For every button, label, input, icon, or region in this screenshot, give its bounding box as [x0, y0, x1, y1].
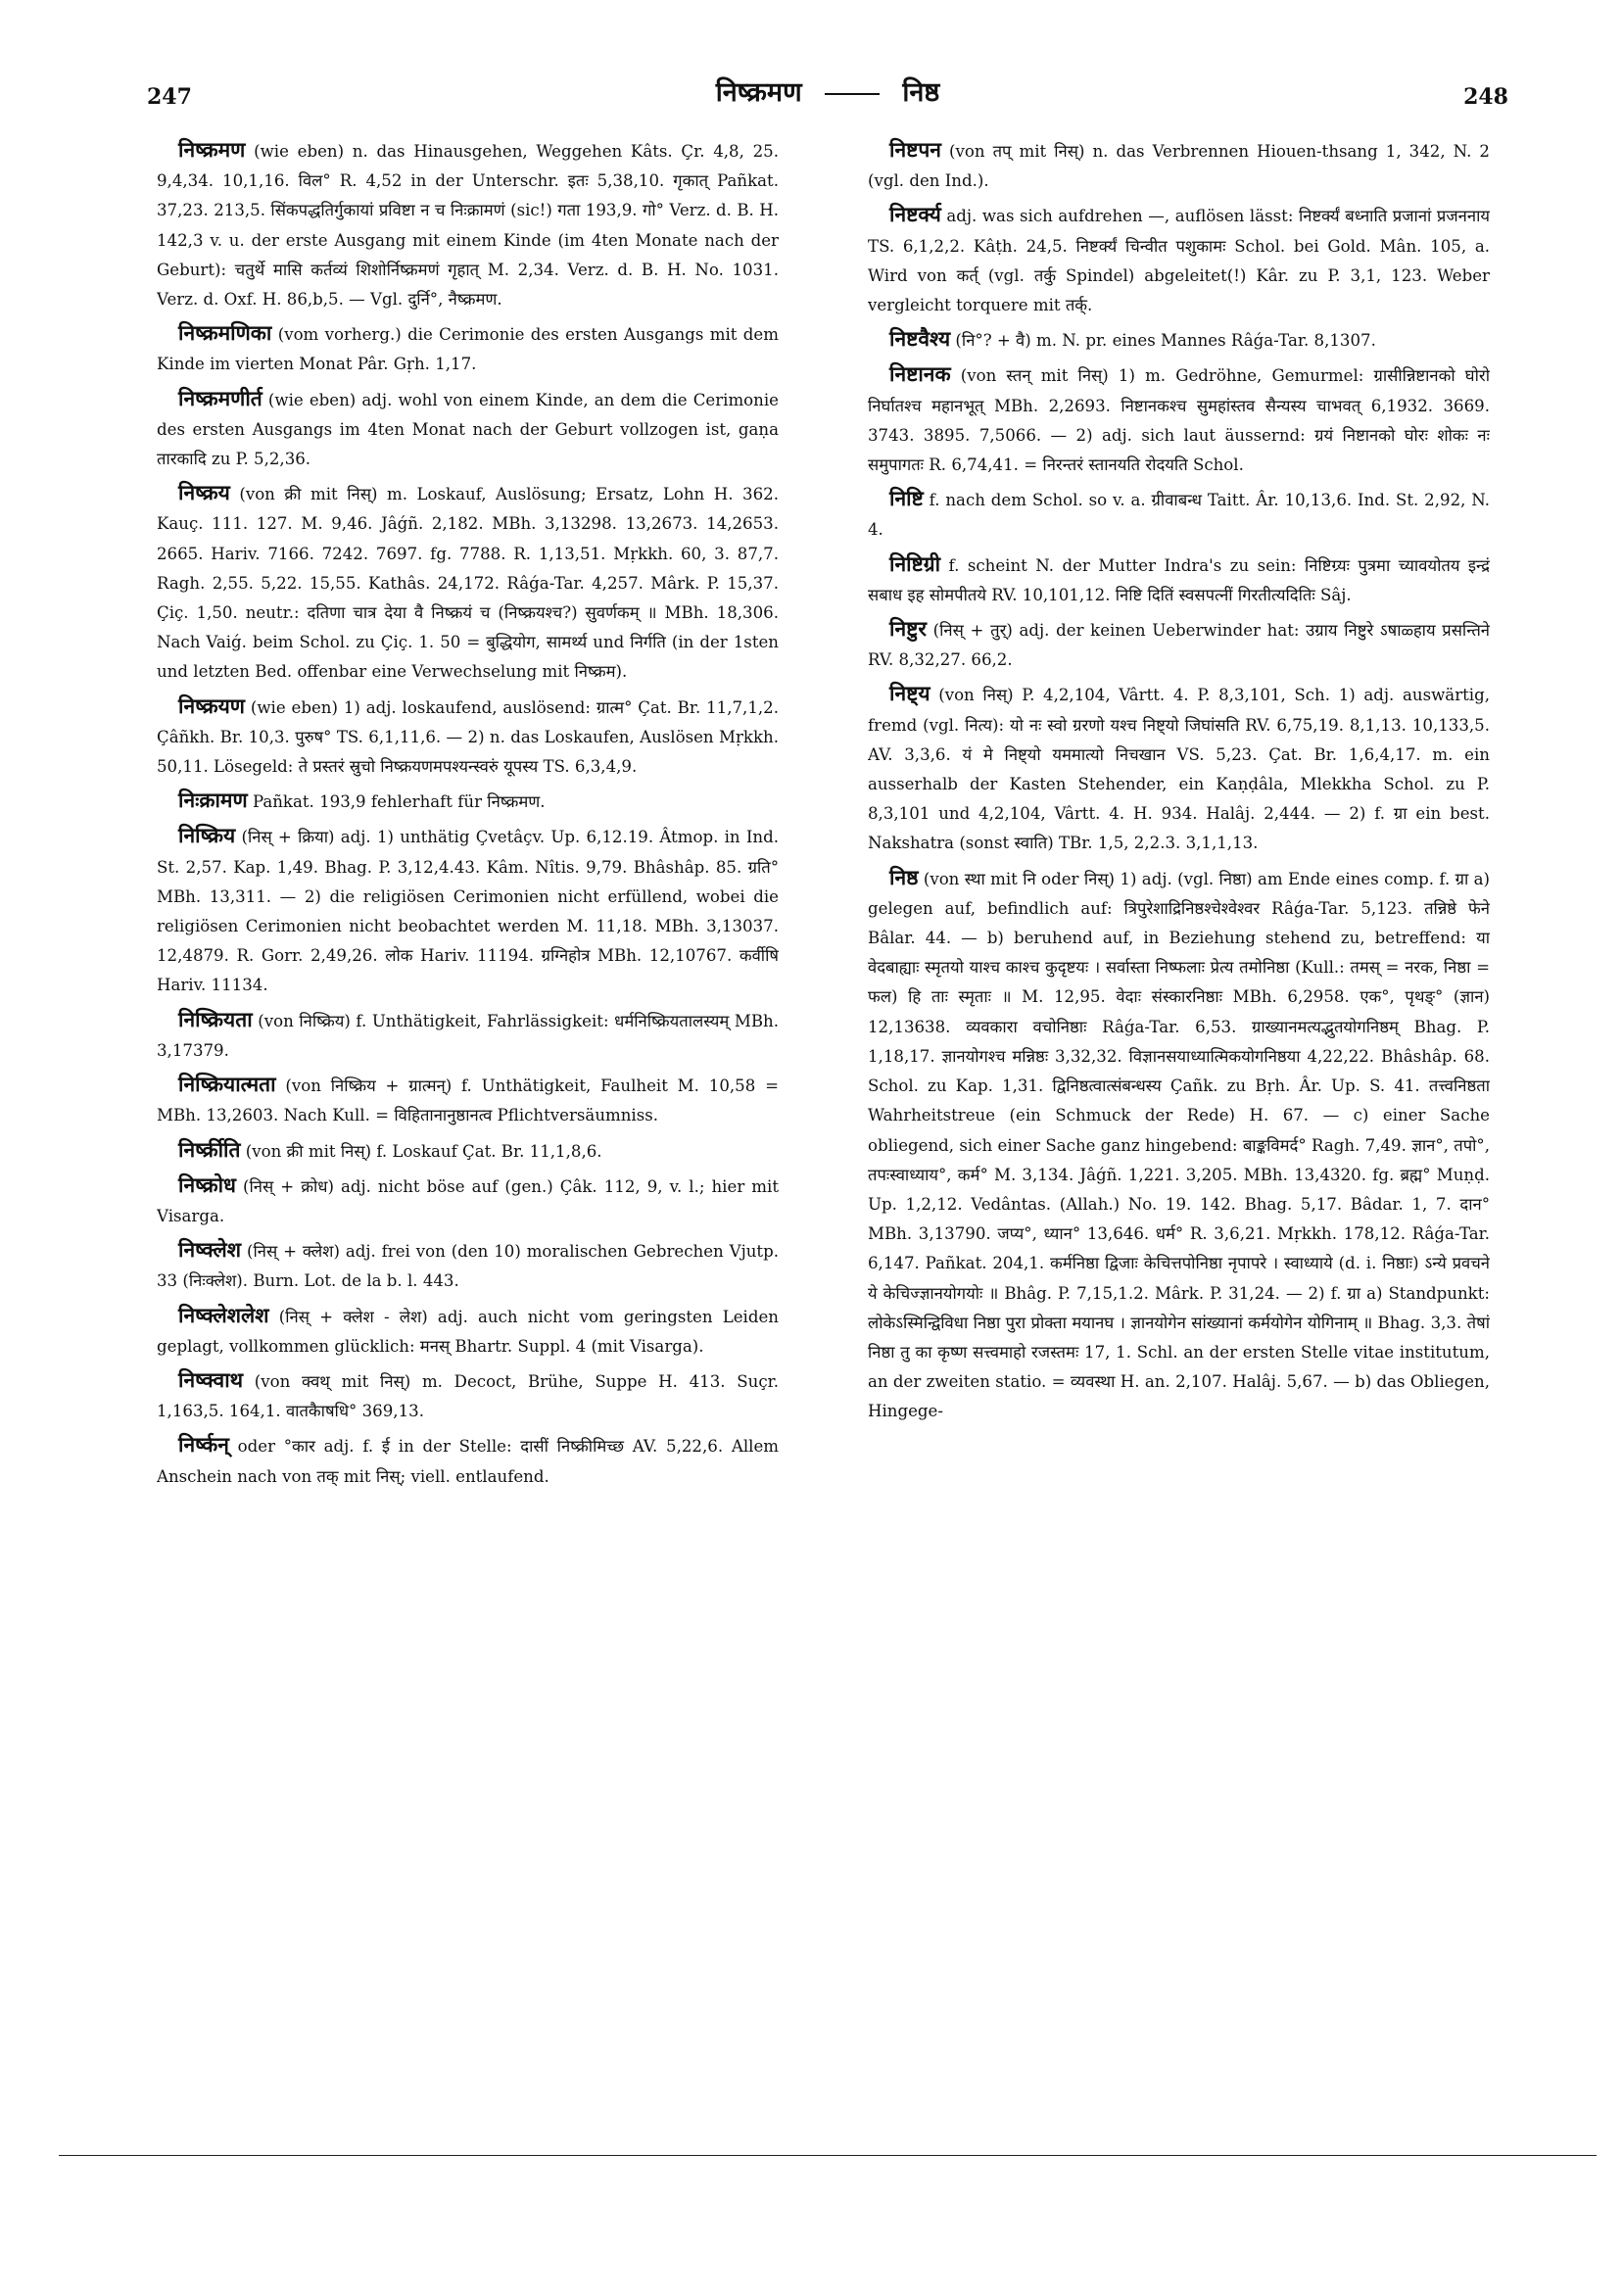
dictionary-entry: [868, 863, 1490, 1427]
entry-definition: (निस् + क्रिया) adj. 1) unthätig Çvetâçv. Up. 6,12.19. Âtmop. in Ind. St. 2,57. Kap. 1,49. Bhag. P. 3,12,4.43. Kâm. Nîtis. 9,79. Bhâshâp. 85. ग्रति° MBh. 13,311. — 2) die religiösen Cerimonien nicht erfüllend, wobei die religiösen Cerimonien nicht beobachtet werden M. 11,18. MBh. 3,13037. 12,4879. R. Gorr. 2,49,26. लोक Hariv. 11194. ग्रग्निहोत्र MBh. 12,10767. कर्वीषि Hariv. 11134.: [157, 828, 779, 995]
entry-definition: (von क्री mit निस्) m. Loskauf, Auslösung; Ersatz, Lohn H. 362. Kauç. 111. 127. M. 9,46. Jâǵñ. 2,182. MBh. 3,13298. 13,2673. 14,2653. 2665. Hariv. 7166. 7242. 7697. fg. 7788. R. 1,13,51. Mṛkkh. 60, 3. 87,7. Ragh. 2,55. 5,22. 15,55. Kathâs. 24,172. Râǵa-Tar. 4,257. Mârk. P. 15,37. Çiç. 1,50. neutr.: दतिणा चात्र देया वै निष्क्रयं च (निष्क्रयश्च?) सुवर्णकम् ॥ MBh. 18,306. Nach Vaiǵ. beim Schol. zu Çiç. 1. 50 = बुद्धियोग, सामर्थ्य und निर्गति (in der 1sten und letzten Bed. offenbar eine Verwechselung mit निष्क्रम).: [157, 485, 779, 682]
entry-headword: निष्क्लेश: [178, 1237, 242, 1263]
entry-definition: (von स्तन् mit निस्) 1) m. Gedröhne, Gemurmel: ग्रासीन्निष्टानको घोरो निर्घातश्च महानभूत् MBh. 2,2693. निष्टानकश्च सुमहांस्तव सैन्यस्य चाभवत् 6,1932. 3669. 3743. 3895. 7,5066. — 2) adj. sich laut äussernd: ग्रयं निष्टानको घोरः शोकः नः समुपागतः R. 6,74,41. = निरन्तरं स्तानयति रोदयति Schol.: [868, 366, 1490, 475]
entry-headword: निष्क्लेशलेश: [178, 1302, 269, 1327]
entry-headword: निर्ष्कन्: [178, 1432, 229, 1458]
entry-definition: (von निष्क्रिय + ग्रात्मन्) f. Unthätigkeit, Faulheit M. 10,58 = MBh. 13,2603. Nach Kull. = विहितानानुष्ठानत्व Pflichtversäumniss.: [157, 1076, 779, 1125]
entry-definition: (निस् + क्लेश) adj. frei von (den 10) moralischen Gebrechen Vjutp. 33 (निःक्लेश). Burn. Lot. de la b. l. 443.: [157, 1242, 779, 1291]
dictionary-entry: [868, 614, 1490, 675]
entry-definition: (निस् + तुर्) adj. der keinen Ueberwinder hat: उग्राय निष्टुरे ऽषाळ्हाय प्रसन्तिने RV. 8,32,27. 66,2.: [868, 621, 1490, 670]
running-head-dash: [825, 93, 880, 95]
dictionary-entry: [157, 318, 779, 379]
entry-headword: निष्टिग्री: [889, 550, 941, 576]
dictionary-entry: [157, 1301, 779, 1362]
entry-definition: f. nach dem Schol. so v. a. ग्रीवाबन्ध Taitt. Âr. 10,13,6. Ind. St. 2,92, N. 4.: [868, 491, 1490, 540]
entry-definition: (von क्वथ् mit निस्) m. Decoct, Brühe, Suppe H. 413. Suçr. 1,163,5. 164,1. वातकैाषधि° 369,13.: [157, 1371, 779, 1421]
entry-headword: निष्क्रयण: [178, 693, 245, 718]
running-head: [147, 72, 1508, 109]
entry-definition: (wie eben) adj. wohl von einem Kinde, an dem die Cerimonie des ersten Ausgangs im 4ten Monat nach der Geburt vollzogen ist, gaṇa तारकादि zu P. 5,2,36.: [157, 390, 779, 469]
dictionary-entry: [157, 1135, 779, 1167]
dictionary-entry: [868, 200, 1490, 320]
entry-definition: (wie eben) n. das Hinausgehen, Weggehen Kâts. Çr. 4,8, 25. 9,4,34. 10,1,16. विल° R. 4,52 in der Unterschr. इतः 5,38,10. गृकात् Pañkat. 37,23. 213,5. सिंकपद्धतिर्गुकायां प्रविष्टा न च निःक्रामणं (sic!) गता 193,9. गो° Verz. d. B. H. 142,3 v. u. der erste Ausgang mit einem Kinde (im 4ten Monate nach der Geburt): चतुर्थे मासि कर्तव्यं शिशोर्निष्क्रमणं गृहात् M. 2,34. Verz. d. B. H. No. 1031. Verz. d. Oxf. H. 86,b,5. — Vgl. दुर्नि°, नैष्क्रमण.: [157, 142, 779, 310]
entry-definition: f. scheint N. der Mutter Indra's zu sein: निष्टिग्र्यः पुत्रमा च्यावयोतय इन्द्रं सबाध इह सोमपीतये RV. 10,101,12. निष्टि दितिं स्वसपत्नीं गिरतीत्यदितिः Sâj.: [868, 555, 1490, 604]
entry-definition: oder °कार adj. f. ई in der Stelle: दासीं निष्क्रीमिच्छ AV. 5,22,6. Allem Anschein nach von तक् mit निस्; viell. entlaufend.: [157, 1437, 779, 1486]
entry-definition: (von क्री mit निस्) f. Loskauf Çat. Br. 11,1,8,6.: [245, 1141, 602, 1161]
page-header: [147, 72, 1508, 112]
dictionary-entry: [157, 821, 779, 1000]
entry-headword: निष्क्रमणीर्त: [178, 385, 262, 410]
dictionary-entry: [157, 1430, 779, 1491]
dictionary-entry: [868, 324, 1490, 356]
dictionary-entry: [157, 1235, 779, 1296]
entry-headword: निःक्रामण: [178, 788, 248, 813]
entry-headword: निष्क्रय: [178, 480, 230, 505]
entry-definition: (von स्था mit नि oder निस्) 1) adj. (vgl. निष्ठा) am Ende eines comp. f. ग्रा a) gelegen auf, befindlich auf: त्रिपुरेशाद्रिनिष्ठश्चेश्वेश्वर Râǵa-Tar. 5,123. तन्निष्ठे फेने Bâlar. 44. — b) beruhend auf, in Beziehung stehend zu, betreffend: या वेदबाह्याः स्मृतयो याश्च काश्च कुदृष्टयः । सर्वास्ता निष्फलाः प्रेत्य तमोनिष्ठा (Kull.: तमस् = नरक, निष्ठा = फल) हि ताः स्मृताः ॥ M. 12,95. वेदाः संस्कारनिष्ठाः MBh. 6,2958. एक°, पृथङ्° (ज्ञान) 12,13638. व्यवकारा वचोनिष्ठाः Râǵa-Tar. 6,53. ग्राख्यानमत्यद्भुतयोगनिष्ठम् Bhag. P. 1,18,17. ज्ञानयोगश्च मन्निष्ठः 3,32,32. विज्ञानसयाध्यात्मिकयोगनिष्ठया 4,22,22. Bhâshâp. 68. Schol. zu Kap. 1,31. द्विनिष्ठत्वात्संबन्धस्य Çañk. zu Bṛh. Âr. Up. S. 41. तत्त्वनिष्ठता Wahrheitstreue (ein Schmuck der Rede) H. 67. — c) einer Sache obliegend, sich einer Sache ganz hingebend: बाङ्कविमर्द° Ragh. 7,49. ज्ञान°, तपो°, तपःस्वाध्याय°, कर्म° M. 3,134. Jâǵñ. 1,221. 3,205. MBh. 13,4320. fg. ब्रह्म° Muṇḍ. Up. 1,2,12. Vedântas. (Allah.) No. 19. 142. Bhag. 5,17. Bâdar. 1, 7. दान° MBh. 3,13790. जप्य°, ध्यान° 13,646. धर्म° R. 3,6,21. Mṛkkh. 178,12. Râǵa-Tar. 6,147. Pañkat. 204,1. कर्मनिष्ठा द्विजाः केचित्तपोनिष्ठा नृपापरे । स्वाध्याये (d. i. निष्ठाः) ऽन्ये प्रवचने ये केचिज्ज्ञानयोगयोः ॥ Bhâg. P. 7,15,1.2. Mârk. P. 31,24. — 2) f. ग्रा a) Standpunkt: लोकेऽस्मिन्द्विविधा निष्ठा पुरा प्रोक्ता मयानघ । ज्ञानयोगेन सांख्यानां कर्मयोगेन योगिनाम् ॥ Bhag. 3,3. तेषां निष्ठा तु का कृष्ण सत्त्वमाहो रजस्तमः 17, 1. Schl. an der ersten Stelle vitae institutum, an der zweiten statio. = व्यवस्था H. an. 2,107. Halâj. 5,67. — b) das Obliegen, Hingege-: [868, 869, 1490, 1421]
entry-headword: निष्टुर: [889, 616, 927, 642]
dictionary-entry: [868, 550, 1490, 610]
entry-definition: (निस् + क्रोध) adj. nicht böse auf (gen.) Çâk. 112, 9, v. l.; hier mit Visarga.: [157, 1176, 779, 1225]
dictionary-entry: [868, 359, 1490, 480]
running-head-last-word: निष्ठ: [902, 77, 940, 108]
entry-headword: निष्ट्य: [889, 681, 930, 706]
dictionary-entry: [157, 1005, 779, 1066]
dictionary-entry: [157, 1365, 779, 1426]
dictionary-entry: [157, 692, 779, 783]
dictionary-entry: [157, 1070, 779, 1130]
entry-headword: निष्क्रियात्मता: [178, 1072, 276, 1097]
entry-headword: निष्क्रमण: [178, 137, 246, 162]
page-number-left: 247: [147, 84, 192, 110]
entry-definition: (von निष्क्रिय) f. Unthätigkeit, Fahrlässigkeit: धर्मनिष्क्रियतालस्यम् MBh. 3,17379.: [157, 1011, 779, 1060]
right-column: [868, 135, 1490, 1937]
dictionary-entry: [868, 679, 1490, 858]
entry-headword: निष्टि: [889, 486, 924, 511]
dictionary-entry: [868, 484, 1490, 545]
dictionary-entry: [868, 135, 1490, 196]
entry-definition: (निस् + क्लेश - लेश) adj. auch nicht vom geringsten Leiden geplagt, vollkommen glücklich: मनस् Bhartr. Suppl. 4 (mit Visarga).: [157, 1307, 779, 1356]
entry-headword: निष्टानक: [889, 361, 951, 387]
dictionary-entry: [157, 478, 779, 687]
entry-definition: Pañkat. 193,9 fehlerhaft für निष्क्रमण.: [252, 792, 546, 812]
entry-headword: निष्टपन: [889, 137, 941, 162]
entry-definition: adj. was sich aufdrehen —, auflösen lässt: निष्टर्क्यं बध्नाति प्रजानां प्रजननाय TS. 6,1,2,2. Kâṭh. 24,5. निष्टर्क्यं चिन्वीत पशुकामः Schol. bei Gold. Mân. 105, a. Wird von कर्त् (vgl. तर्कु Spindel) abgeleitet(!) Kâr. zu P. 3,1, 123. Weber vergleicht torquere mit तर्क्.: [868, 207, 1490, 315]
page-number-right: 248: [1463, 84, 1508, 110]
entry-headword: निष्क्रमणिका: [178, 320, 272, 346]
left-column: [157, 135, 779, 1937]
running-head-first-word: निष्क्रमण: [715, 77, 802, 108]
entry-headword: निष्क्रिय: [178, 823, 236, 848]
dictionary-entry: [157, 384, 779, 475]
dictionary-entry: [157, 1171, 779, 1231]
entry-definition: (wie eben) 1) adj. loskaufend, auslösend: ग्रात्म° Çat. Br. 11,7,1,2. Çâñkh. Br. 10,3. पुरुष° TS. 6,1,11,6. — 2) n. das Loskaufen, Auslösen Mṛkkh. 50,11. Lösegeld: ते प्रस्तरं स्रुचो निष्क्रयणमपश्यन्स्वरुं यूपस्य TS. 6,3,4,9.: [157, 697, 779, 777]
entry-headword: निष्क्वाथ: [178, 1366, 244, 1392]
entry-headword: निष्टर्क्य: [889, 202, 941, 227]
entry-headword: निष्ठ: [889, 864, 919, 889]
entry-definition: (नि°? + वै) m. N. pr. eines Mannes Râǵa-Tar. 8,1307.: [955, 331, 1376, 351]
entry-definition: (von तप् mit निस्) n. das Verbrennen Hiouen-thsang 1, 342, N. 2 (vgl. den Ind.).: [868, 142, 1490, 191]
entry-headword: निर्ष्क्रीति: [178, 1136, 241, 1162]
footer-rule: [59, 2155, 1597, 2156]
dictionary-entry: [157, 786, 779, 817]
entry-headword: निष्टवैश्य: [889, 326, 951, 352]
dictionary-entry: [157, 135, 779, 314]
entry-definition: (vom vorherg.) die Cerimonie des ersten Ausgangs mit dem Kinde im vierten Monat Pâr. Gṛh. 1,17.: [157, 325, 779, 374]
entry-headword: निष्क्रियता: [178, 1006, 253, 1031]
entry-headword: निष्क्रोध: [178, 1172, 236, 1197]
entry-definition: (von निस्) P. 4,2,104, Vârtt. 4. P. 8,3,101, Sch. 1) adj. auswärtig, fremd (vgl. नित्य): यो नः स्वो ग्ररणो यश्च निष्ट्यो जिघांसति RV. 6,75,19. 8,1,13. 10,133,5. AV. 3,3,6. यं मे निष्ट्यो यममात्यो निचखान VS. 5,23. Çat. Br. 1,6,4,17. m. ein ausserhalb der Kasten Stehender, ein Kaṇḍâla, Mlekkha Schol. zu P. 8,3,101 und 4,2,104, Vârtt. 4. H. 934. Halâj. 2,444. — 2) f. ग्रा ein best. Nakshatra (sonst स्वाति) TBr. 1,5, 2,2.3. 3,1,1,13.: [868, 686, 1490, 853]
